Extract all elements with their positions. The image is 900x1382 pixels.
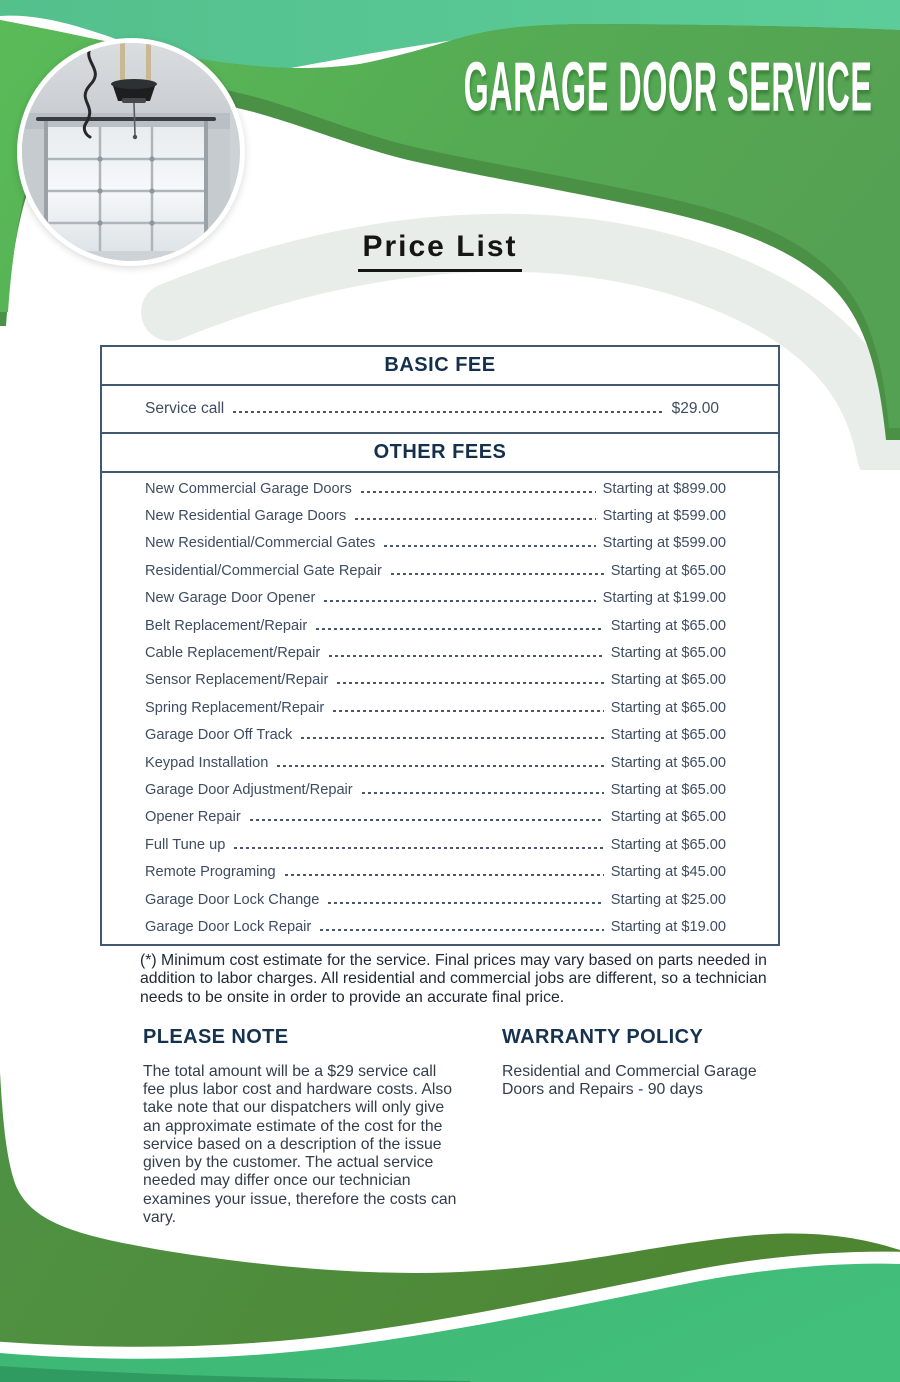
page-title-text: Price List — [358, 230, 521, 272]
fee-label: Remote Programing — [145, 864, 276, 881]
fee-price: $29.00 — [671, 400, 719, 417]
dotted-leader — [391, 573, 604, 575]
fee-price: Starting at $199.00 — [602, 590, 726, 607]
basic-fee-header: BASIC FEE — [102, 347, 778, 386]
dotted-leader — [285, 874, 604, 876]
fee-price: Starting at $65.00 — [610, 836, 726, 853]
dotted-leader — [324, 600, 595, 602]
fee-row — [102, 639, 778, 666]
fee-label: Garage Door Lock Change — [145, 891, 320, 908]
fee-price: Starting at $65.00 — [610, 645, 726, 662]
dotted-leader — [337, 682, 603, 684]
fee-price: Starting at $65.00 — [610, 699, 726, 716]
fee-price: Starting at $65.00 — [610, 754, 726, 771]
other-fees-rows — [102, 473, 778, 944]
garage-photo-illustration — [22, 43, 230, 251]
fee-label: Belt Replacement/Repair — [145, 617, 308, 634]
footer-wave-decoration — [0, 1072, 900, 1382]
fee-row — [102, 557, 778, 584]
fee-label: Keypad Installation — [145, 754, 269, 771]
fee-row — [102, 502, 778, 529]
torsion-bar — [36, 117, 216, 121]
please-note-heading: PLEASE NOTE — [143, 1026, 289, 1048]
fee-price: Starting at $65.00 — [610, 562, 726, 579]
warranty-policy-heading: WARRANTY POLICY — [502, 1026, 704, 1048]
fee-label: Residential/Commercial Gate Repair — [145, 562, 382, 579]
fee-price: Starting at $65.00 — [610, 809, 726, 826]
price-table — [100, 345, 780, 946]
dotted-leader — [361, 491, 596, 493]
fee-price: Starting at $65.00 — [610, 727, 726, 744]
other-fees-header: OTHER FEES — [102, 432, 778, 473]
fee-price: Starting at $65.00 — [610, 672, 726, 689]
fee-label: Garage Door Lock Repair — [145, 918, 312, 935]
fee-label: Cable Replacement/Repair — [145, 645, 321, 662]
dotted-leader — [316, 628, 604, 630]
footnote: (*) Minimum cost estimate for the service. Final prices may vary based on parts needed in addition to labor charges. All residential and commercial jobs are different, so a technician needs to be onsite in order to provide an accurate final price. — [140, 952, 767, 1006]
dotted-leader — [355, 518, 596, 520]
please-note-body: The total amount will be a $29 service call fee plus labor cost and hardware costs. Also take note that our dispatchers will only give an approximate estimate of the cost for the service based on a description of the issue given by the customer. The actual service needed may differ once our technician examines your issue, therefore the costs can vary. — [143, 1063, 457, 1226]
dotted-leader — [384, 545, 595, 547]
fee-row — [102, 776, 778, 803]
fee-row — [102, 530, 778, 557]
fee-row — [102, 667, 778, 694]
fee-row — [102, 694, 778, 721]
brand-title: GARAGE DOOR SERVICE — [463, 49, 872, 127]
fee-row — [102, 804, 778, 831]
fee-label: Service call — [145, 400, 225, 417]
fee-price: Starting at $45.00 — [610, 864, 726, 881]
dotted-leader — [233, 411, 664, 413]
fee-label: New Residential Garage Doors — [145, 508, 347, 525]
fee-row — [102, 386, 778, 432]
dotted-leader — [301, 737, 603, 739]
page-title — [280, 230, 600, 272]
dotted-leader — [320, 929, 603, 931]
dotted-leader — [234, 847, 603, 849]
fee-price: Starting at $65.00 — [610, 617, 726, 634]
fee-price: Starting at $899.00 — [602, 480, 726, 497]
dotted-leader — [362, 792, 604, 794]
fee-label: Full Tune up — [145, 836, 226, 853]
fee-label: Sensor Replacement/Repair — [145, 672, 329, 689]
fee-row — [102, 831, 778, 858]
garage-door — [48, 127, 204, 251]
fee-row — [102, 722, 778, 749]
garage-photo — [17, 38, 245, 266]
right-track — [204, 121, 208, 251]
fee-row — [102, 585, 778, 612]
fee-row — [102, 858, 778, 885]
fee-label: Opener Repair — [145, 809, 241, 826]
fee-price: Starting at $25.00 — [610, 891, 726, 908]
fee-row — [102, 886, 778, 913]
fee-row — [102, 612, 778, 639]
dotted-leader — [250, 819, 604, 821]
fee-row — [102, 475, 778, 502]
fee-label: Garage Door Adjustment/Repair — [145, 781, 353, 798]
fee-price: Starting at $19.00 — [610, 918, 726, 935]
warranty-policy-body: Residential and Commercial Garage Doors and Repairs - 90 days — [502, 1063, 757, 1099]
fee-price: Starting at $599.00 — [602, 535, 726, 552]
fee-price: Starting at $599.00 — [602, 508, 726, 525]
fee-price: Starting at $65.00 — [610, 781, 726, 798]
dotted-leader — [333, 710, 604, 712]
basic-fee-rows — [102, 386, 778, 432]
fee-label: New Residential/Commercial Gates — [145, 535, 376, 552]
dotted-leader — [329, 655, 604, 657]
dotted-leader — [328, 902, 603, 904]
fee-label: Spring Replacement/Repair — [145, 699, 325, 716]
fee-row — [102, 749, 778, 776]
fee-row — [102, 913, 778, 940]
dotted-leader — [277, 765, 603, 767]
fee-label: Garage Door Off Track — [145, 727, 293, 744]
fee-label: New Commercial Garage Doors — [145, 480, 352, 497]
fee-label: New Garage Door Opener — [145, 590, 316, 607]
